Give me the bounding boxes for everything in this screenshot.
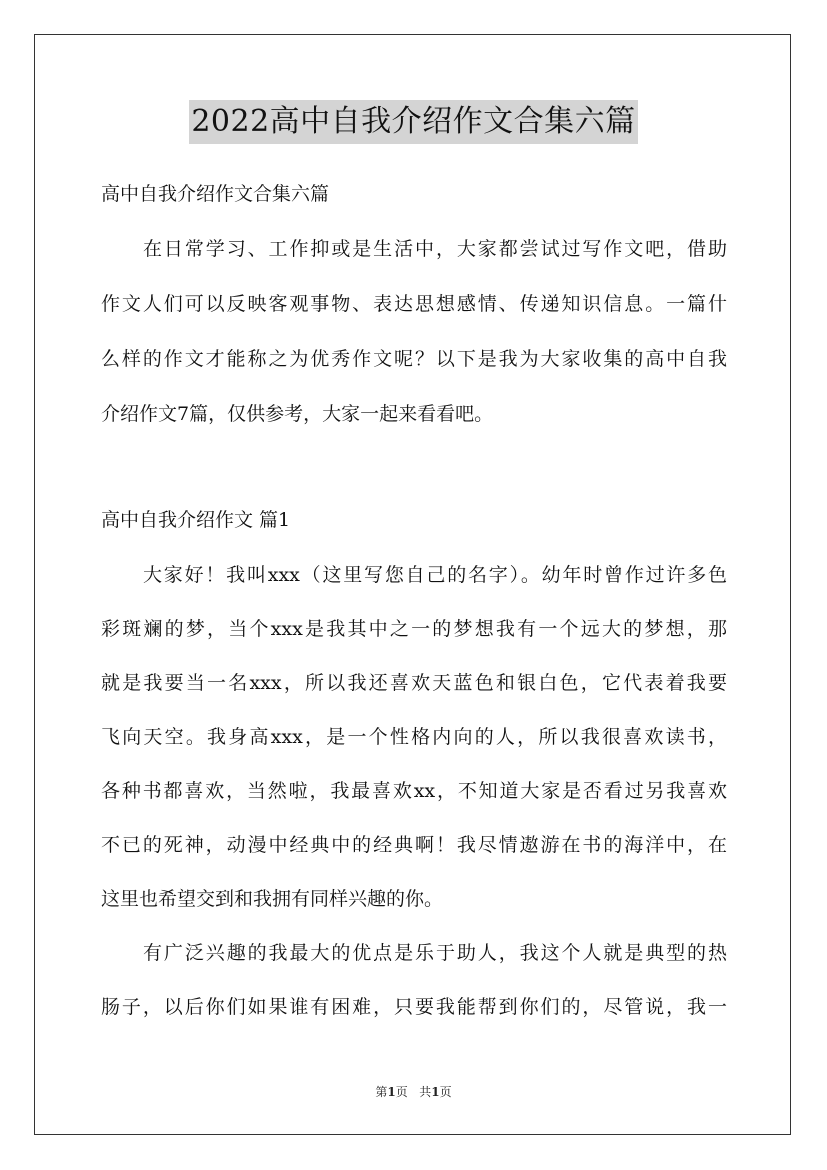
intro-line: 介绍作文7篇，仅供参考，大家一起来看看吧。: [101, 403, 494, 425]
intro-line: 么样的作文才能称之为优秀作文呢？以下是我为大家收集的高中自我: [101, 348, 727, 370]
intro-line: 作文人们可以反映客观事物、表达思想感情、传递知识信息。一篇什: [101, 293, 727, 315]
page-unit: 页: [395, 1085, 408, 1099]
total-prefix: 共: [419, 1085, 432, 1099]
para2-line: 有广泛兴趣的我最大的优点是乐于助人，我这个人就是典型的热: [143, 942, 727, 964]
page-footer: [0, 1084, 827, 1100]
para2-line: 肠子，以后你们如果谁有困难，只要我能帮到你们的，尽管说，我一: [101, 996, 727, 1018]
document-title: 2022高中自我介绍作文合集六篇: [189, 100, 637, 144]
para1-line: 彩斑斓的梦，当个xxx是我其中之一的梦想我有一个远大的梦想，那: [101, 618, 727, 640]
para1-line: 飞向天空。我身高xxx，是一个性格内向的人，所以我很喜欢读书，: [101, 726, 727, 748]
total-unit: 页: [439, 1085, 452, 1099]
para1-line: 就是我要当一名xxx，所以我还喜欢天蓝色和银白色，它代表着我要: [101, 672, 727, 694]
para1-line: 不已的死神，动漫中经典中的经典啊！我尽情遨游在书的海洋中，在: [101, 834, 727, 856]
title-container: [0, 100, 827, 144]
para1-line: 这里也希望交到和我拥有同样兴趣的你。: [101, 888, 444, 910]
section-heading: 高中自我介绍作文 篇1: [101, 509, 291, 531]
page-current: 1: [387, 1085, 396, 1099]
total-pages: 1: [431, 1085, 440, 1099]
para1-line: 大家好！我叫xxx（这里写您自己的名字）。幼年时曾作过许多色: [143, 564, 727, 586]
intro-line: 在日常学习、工作抑或是生活中，大家都尝试过写作文吧，借助: [143, 238, 727, 260]
subtitle: 高中自我介绍作文合集六篇: [101, 183, 330, 205]
para1-line: 各种书都喜欢，当然啦，我最喜欢xx，不知道大家是否看过另我喜欢: [101, 780, 727, 802]
page-prefix: 第: [375, 1085, 388, 1099]
